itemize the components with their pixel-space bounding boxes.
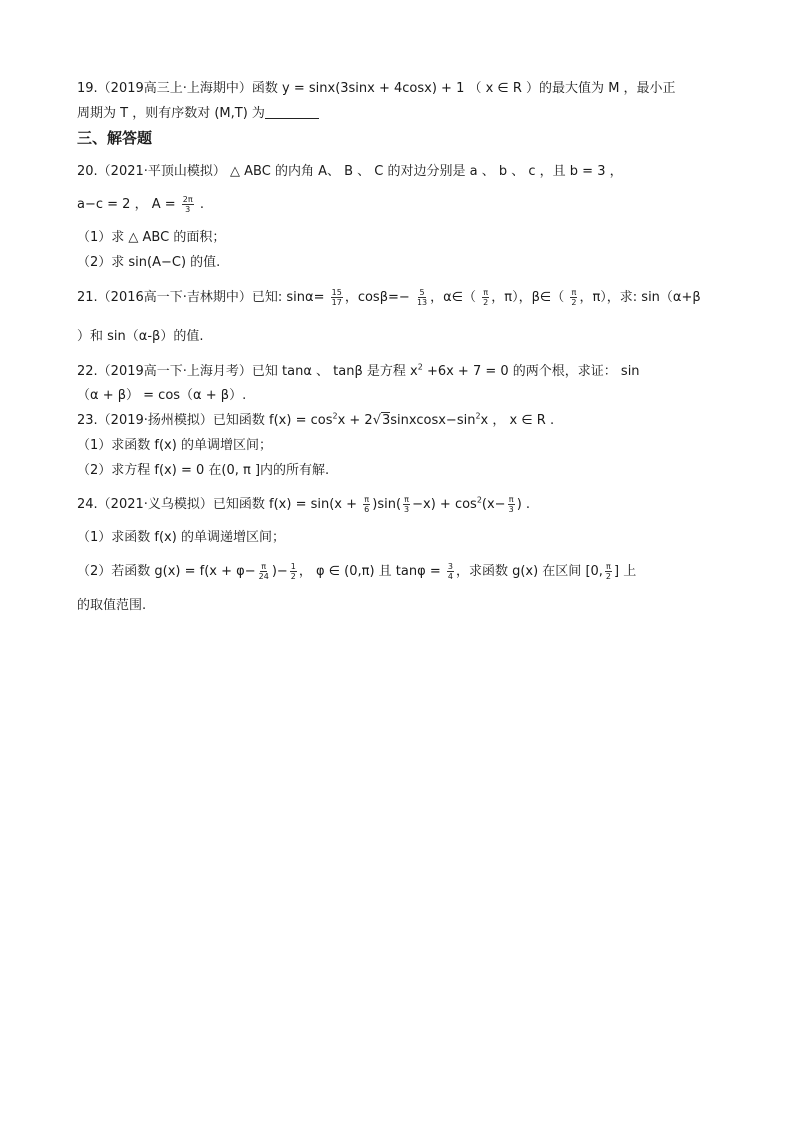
q20-line2 (77, 195, 204, 215)
q21-mid1: ，cosβ=− (344, 290, 410, 305)
fraction-den: 2 (483, 298, 489, 307)
superscript: 2 (476, 495, 482, 505)
superscript: 2 (475, 411, 481, 421)
q24-part2 (77, 562, 636, 582)
fraction-g (258, 562, 270, 581)
q23-line1-a: 23.（2019·扬州模拟）已知函数 f(x) = cos (77, 413, 333, 428)
fraction-den: 3 (508, 505, 514, 514)
q19-line2 (77, 105, 319, 125)
fraction-num: π (606, 562, 611, 571)
q24-line1-e: ) . (516, 497, 531, 512)
q23-part1: （1）求函数 f(x) 的单调增区间； (77, 438, 272, 453)
fraction-den: 2 (290, 572, 296, 581)
q21-line1 (77, 288, 701, 308)
fraction-sin (331, 288, 343, 307)
fraction-den: 3 (404, 505, 410, 514)
q24-part2-a: （2）若函数 g(x) = f(x + φ− (77, 564, 256, 579)
fraction-t (447, 562, 454, 581)
answer-blank (265, 105, 319, 119)
fraction-den: 2 (605, 572, 612, 581)
fraction-den: 17 (331, 298, 342, 307)
sqrt-radicand: 3 (381, 413, 391, 428)
fraction-num: π (404, 495, 409, 504)
fraction-h (290, 562, 297, 581)
q21-prefix: 21.（2016高一下·吉林期中）已知: sinα= (77, 290, 325, 305)
fraction-num: 5 (419, 288, 425, 297)
fraction-a (182, 195, 194, 214)
fraction-num: 15 (331, 288, 342, 297)
fraction-den: 2 (571, 298, 577, 307)
q19-line1: 19.（2019高三上·上海期中）函数 y = sinx(3sinx + 4cosx) + 1 （ x ∈ R ）的最大值为 M ，最小正 (77, 81, 676, 96)
q23-line1-d: x ， x ∈ R . (480, 413, 555, 428)
fraction-den: 13 (416, 298, 428, 307)
fraction-f2 (403, 495, 410, 514)
fraction-beta (570, 288, 577, 307)
fraction-den: 4 (447, 572, 453, 581)
fraction-alpha (482, 288, 489, 307)
q24-part1: （1）求函数 f(x) 的单调递增区间； (77, 530, 285, 545)
fraction-den: 6 (364, 505, 370, 514)
superscript: 2 (332, 411, 338, 421)
fraction-num: 1 (290, 562, 296, 571)
fraction-num: π (508, 495, 514, 504)
q21-mid3: ，π），β∈（ (491, 290, 565, 305)
q24-line3: 的取值范围. (77, 598, 147, 613)
q20-line2-a: a−c = 2 ， A = (77, 197, 176, 212)
q20-line1: 20.（2021·平顶山模拟） △ ABC 的内角 A、 B 、 C 的对边分别是 a 、 b 、 c ，且 b = 3 ， (77, 164, 623, 179)
q22-line1 (77, 363, 640, 383)
q24-part2-c: ， φ ∈ (0,π) 且 tanφ = (298, 564, 441, 579)
q21-mid2: ，α∈（ (430, 290, 477, 305)
fraction-f3 (508, 495, 515, 514)
fraction-num: 2π (182, 195, 193, 204)
q24-line1-d: (x− (481, 497, 506, 512)
superscript: 2 (417, 362, 423, 372)
q24-line1-b: )sin( (372, 497, 402, 512)
section-heading: 三、解答题 (77, 129, 153, 147)
q23-line1-b: x + 2 (337, 413, 373, 428)
q19-line2-text: 周期为 T ，则有序数对 (M,T) 为 (77, 106, 265, 121)
fraction-f1 (363, 495, 370, 514)
fraction-num: π (483, 288, 489, 297)
fraction-num: π (571, 288, 577, 297)
fraction-i (605, 562, 612, 581)
fraction-num: 3 (447, 562, 453, 571)
q24-part2-d: ，求函数 g(x) 在区间 [0, (455, 564, 603, 579)
fraction-den: 24 (258, 572, 269, 581)
q22-line1-a: 22.（2019高一下·上海月考）已知 tanα 、 tanβ 是方程 x (77, 364, 418, 379)
q24-line1-c: −x) + cos (412, 497, 477, 512)
q20-line2-b: . (199, 197, 204, 212)
q23-line1-c: sinxcosx−sin (390, 413, 476, 428)
q24-line1-a: 24.（2021·义乌模拟）已知函数 f(x) = sin(x + (77, 497, 358, 512)
q20-part2: （2）求 sin(A−C) 的值. (77, 255, 221, 270)
fraction-num: π (364, 495, 370, 504)
q23-line1: 23.（2019·扬州模拟）已知函数 $f(x) = \cos^2x$ + $2√3sinxcosx-\sin^2x$ ， x ∈ R . (77, 411, 555, 428)
q24-part2-b: )− (271, 564, 288, 579)
q20-part1: （1）求 △ ABC 的面积； (77, 230, 226, 245)
fraction-den: 3 (185, 205, 191, 214)
q22-line2: （α + β） = cos（α + β）. (77, 388, 247, 403)
q24-line1 (77, 495, 530, 515)
q23-part2: （2）求方程 f(x) = 0 在(0, π ]内的所有解. (77, 463, 330, 478)
fraction-cos (416, 288, 428, 307)
q22-line1-b: +6x + 7 = 0 的两个根，求证： sin (422, 364, 640, 379)
fraction-num: π (261, 562, 267, 571)
q24-part2-e: ] 上 (614, 564, 637, 579)
q21-suffix: ，π），求: sin（α+β (579, 290, 701, 305)
q21-line2: ）和 sin（α-β）的值. (77, 329, 204, 344)
